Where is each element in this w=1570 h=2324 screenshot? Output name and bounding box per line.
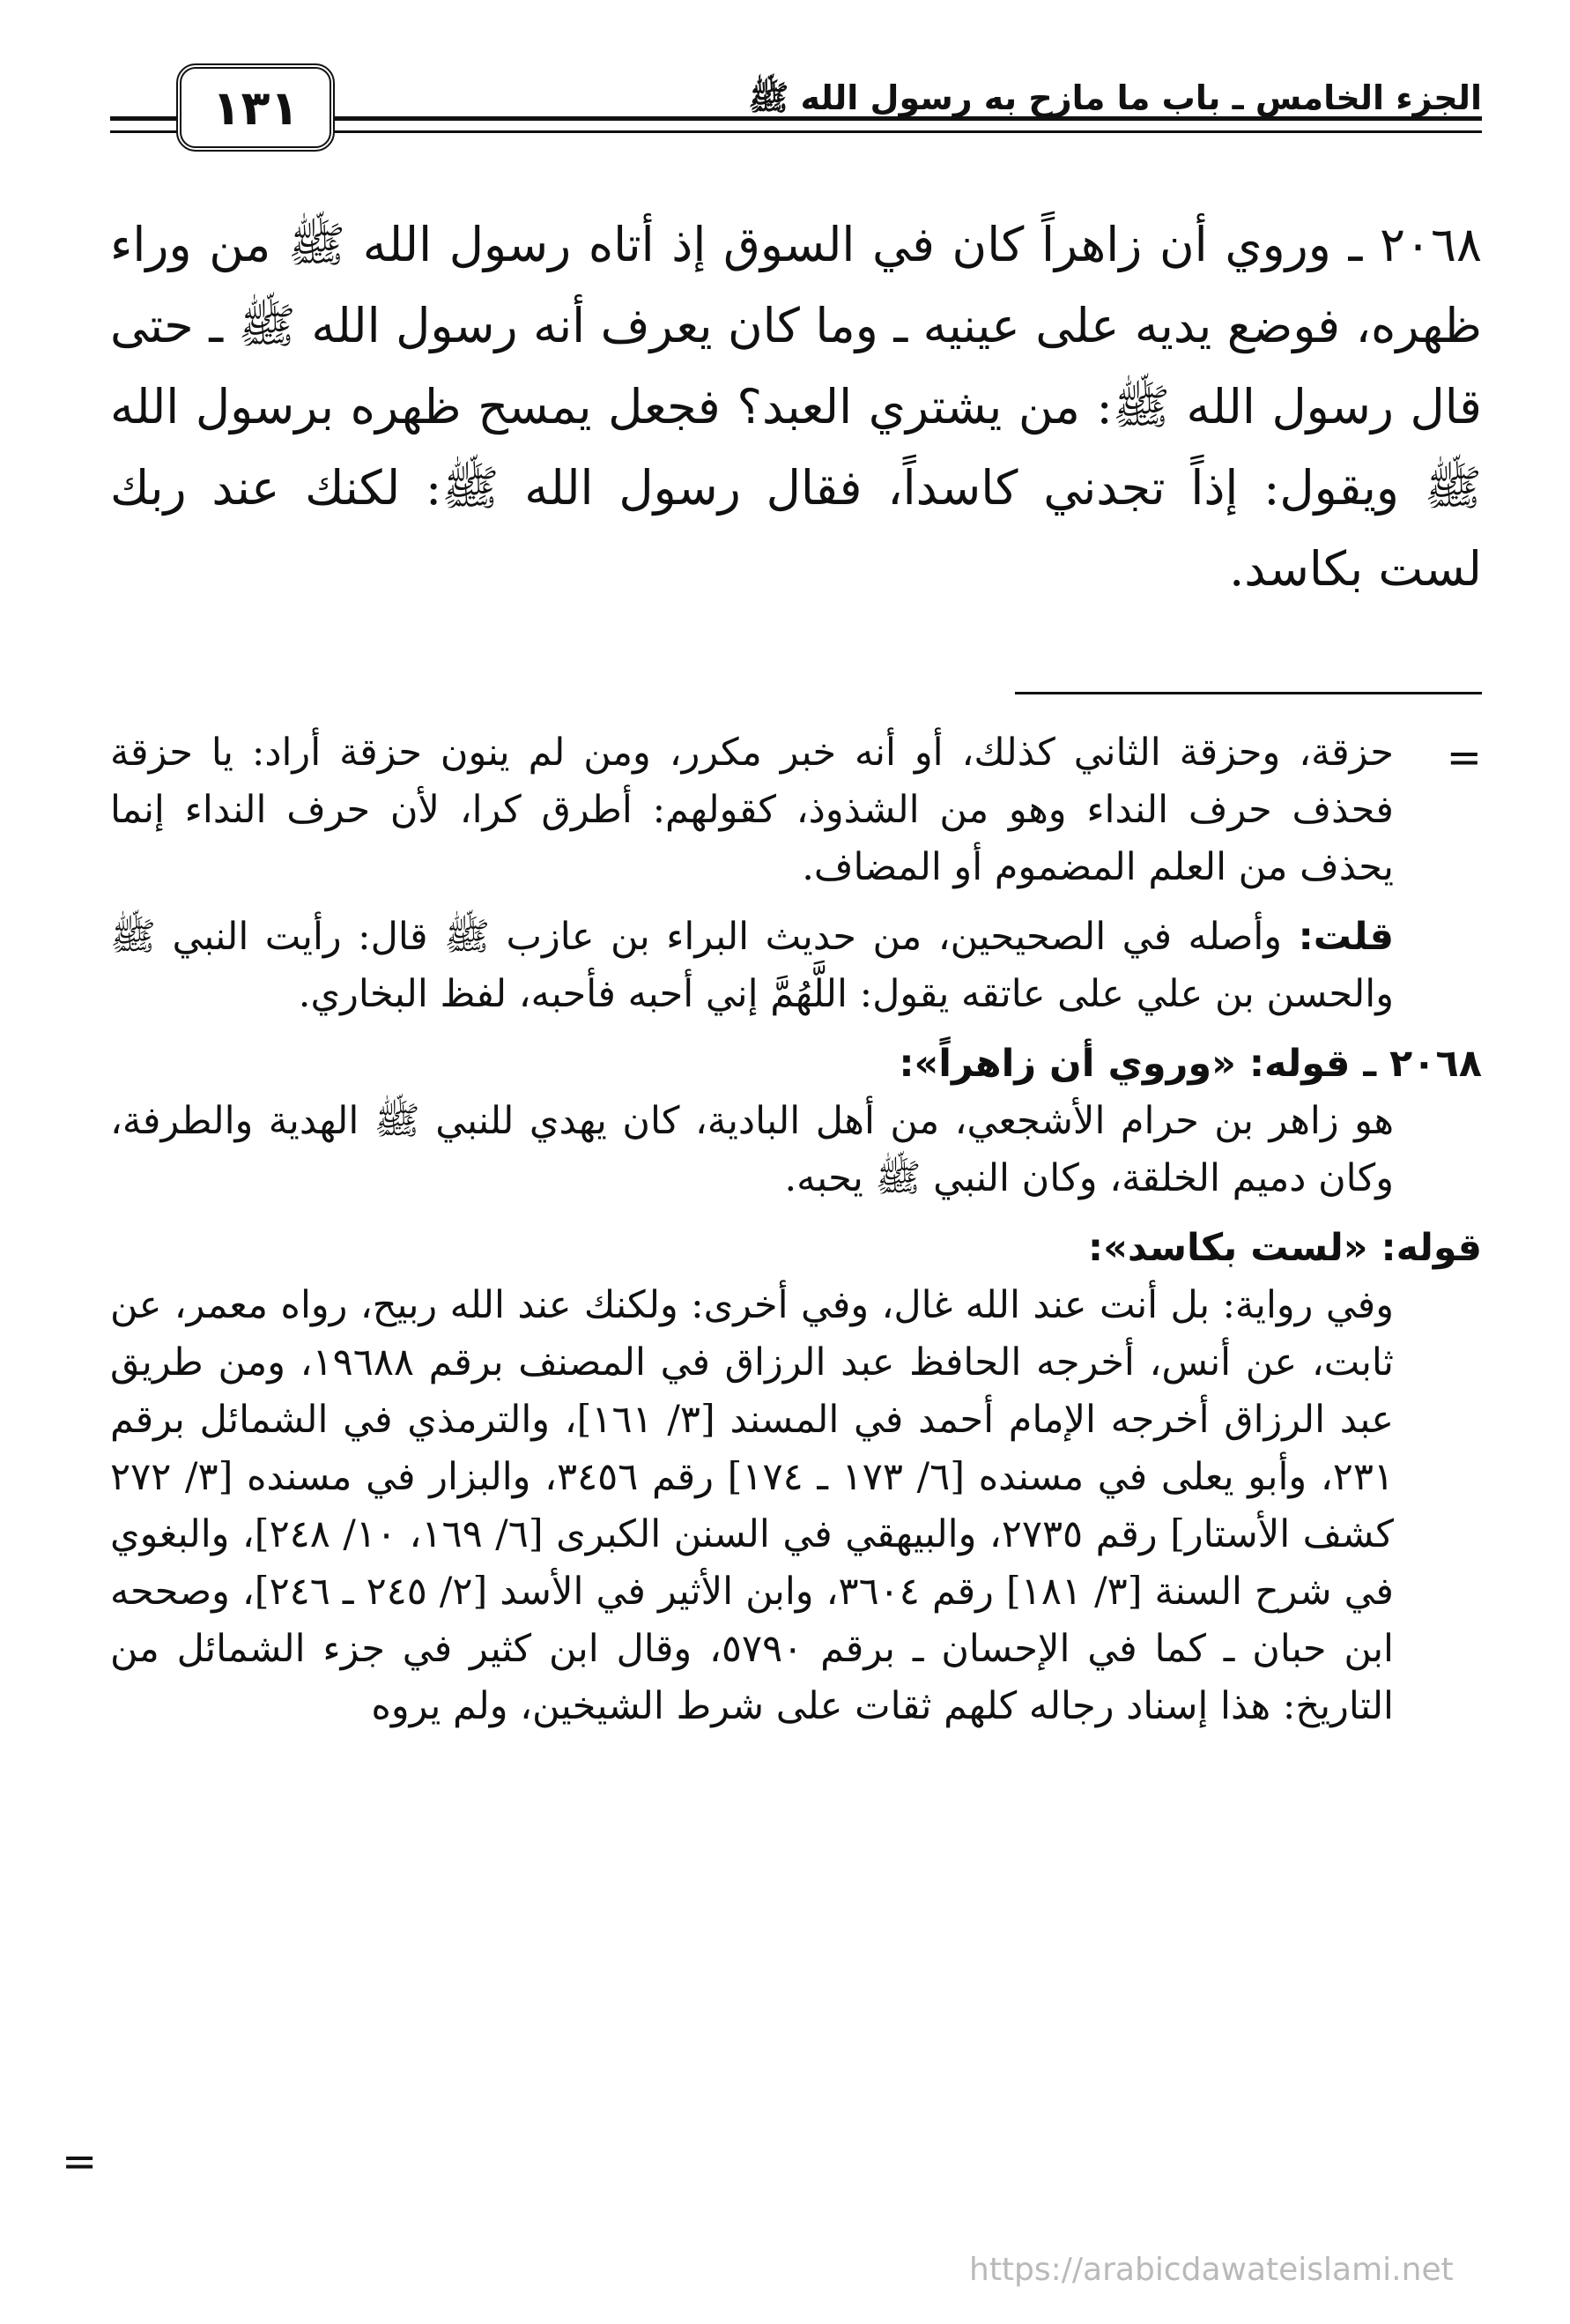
footnote-heading-kasid: قوله: «لست بكاسد»: [1087,1226,1482,1270]
watermark-url: https://arabicdawateislami.net [969,2252,1454,2288]
footnote-heading-2068: ٢٠٦٨ ـ قوله: «وروي أن زاهراً»: [899,1042,1482,1086]
remark-label: قلت: [1298,915,1394,959]
footnote-remark [110,909,1394,1023]
remark-text: وأصله في الصحيحين، من حديث البراء بن عازب ﷺ قال: رأيت النبي ﷺ والحسن بن علي على عاتقه يقول: اللَّهُمَّ إني أحبه فأحبه، لفظ البخاري. [110,915,1394,1016]
footnote-continued: حزقة، وحزقة الثاني كذلك، أو أنه خبر مكرر، ومن لم ينون حزقة أراد: يا حزقة فحذف حرف النداء وهو من الشذوذ، كقولهم: أطرق كرا، لأن حرف النداء إنما يحذف من العلم المضموم أو المضاف. [110,731,1394,889]
running-title: الجزء الخامس ـ باب ما مازح به رسول الله ﷺ [748,78,1482,117]
end-continuation-mark: = [62,2137,98,2187]
hadith-paragraph: ٢٠٦٨ ـ وروي أن زاهراً كان في السوق إذ أتاه رسول الله ﷺ من وراء ظهره، فوضع يديه على عينيه ـ وما كان يعرف أنه رسول الله ﷺ ـ حتى قال رسول الله ﷺ: من يشتري العبد؟ فجعل يمسح ظهره برسول الله ﷺ ويقول: إذاً تجدني كاسداً، فقال رسول الله ﷺ: لكنك عند ربك لست بكاسد. [110,217,1482,597]
footnotes [110,724,1482,1735]
footnote-separator [1015,692,1482,694]
continuation-mark: = [1446,733,1482,783]
footnote-text-2068: هو زاهر بن حرام الأشجعي، من أهل البادية، كان يهدي للنبي ﷺ الهدية والطرفة، وكان دميم الخلقة، وكان النبي ﷺ يحبه. [110,1099,1394,1200]
page-number-text: ١٣١ [211,79,300,136]
page-number [176,63,335,152]
footnote-text-kasid: وفي رواية: بل أنت عند الله غال، وفي أخرى: ولكنك عند الله ربيح، رواه معمر، عن ثابت، عن أنس، أخرجه الحافظ عبد الرزاق في المصنف برقم ١٩٦٨٨، ومن طريق عبد الرزاق أخرجه الإمام أحمد في المسند [٣/ ١٦١]، والترمذي في الشمائل برقم ٢٣١، وأبو يعلى في مسنده [٦/ ١٧٣ ـ ١٧٤] رقم ٣٤٥٦، والبزار في مسنده [٣/ ٢٧٢ كشف الأستار] رقم ٢٧٣٥، والبيهقي في السنن الكبرى [٦/ ١٦٩، ١٠/ ٢٤٨]، والبغوي في شرح السنة [٣/ ١٨١] رقم ٣٦٠٤، وابن الأثير في الأسد [٢/ ٢٤٥ ـ ٢٤٦]، وصححه ابن حبان ـ كما في الإحسان ـ برقم ٥٧٩٠، وقال ابن كثير في جزء الشمائل من التاريخ: هذا إسناد رجاله كلهم ثقات على شرط الشيخين، ولم يروه [110,1283,1395,1728]
main-text [110,204,1482,610]
